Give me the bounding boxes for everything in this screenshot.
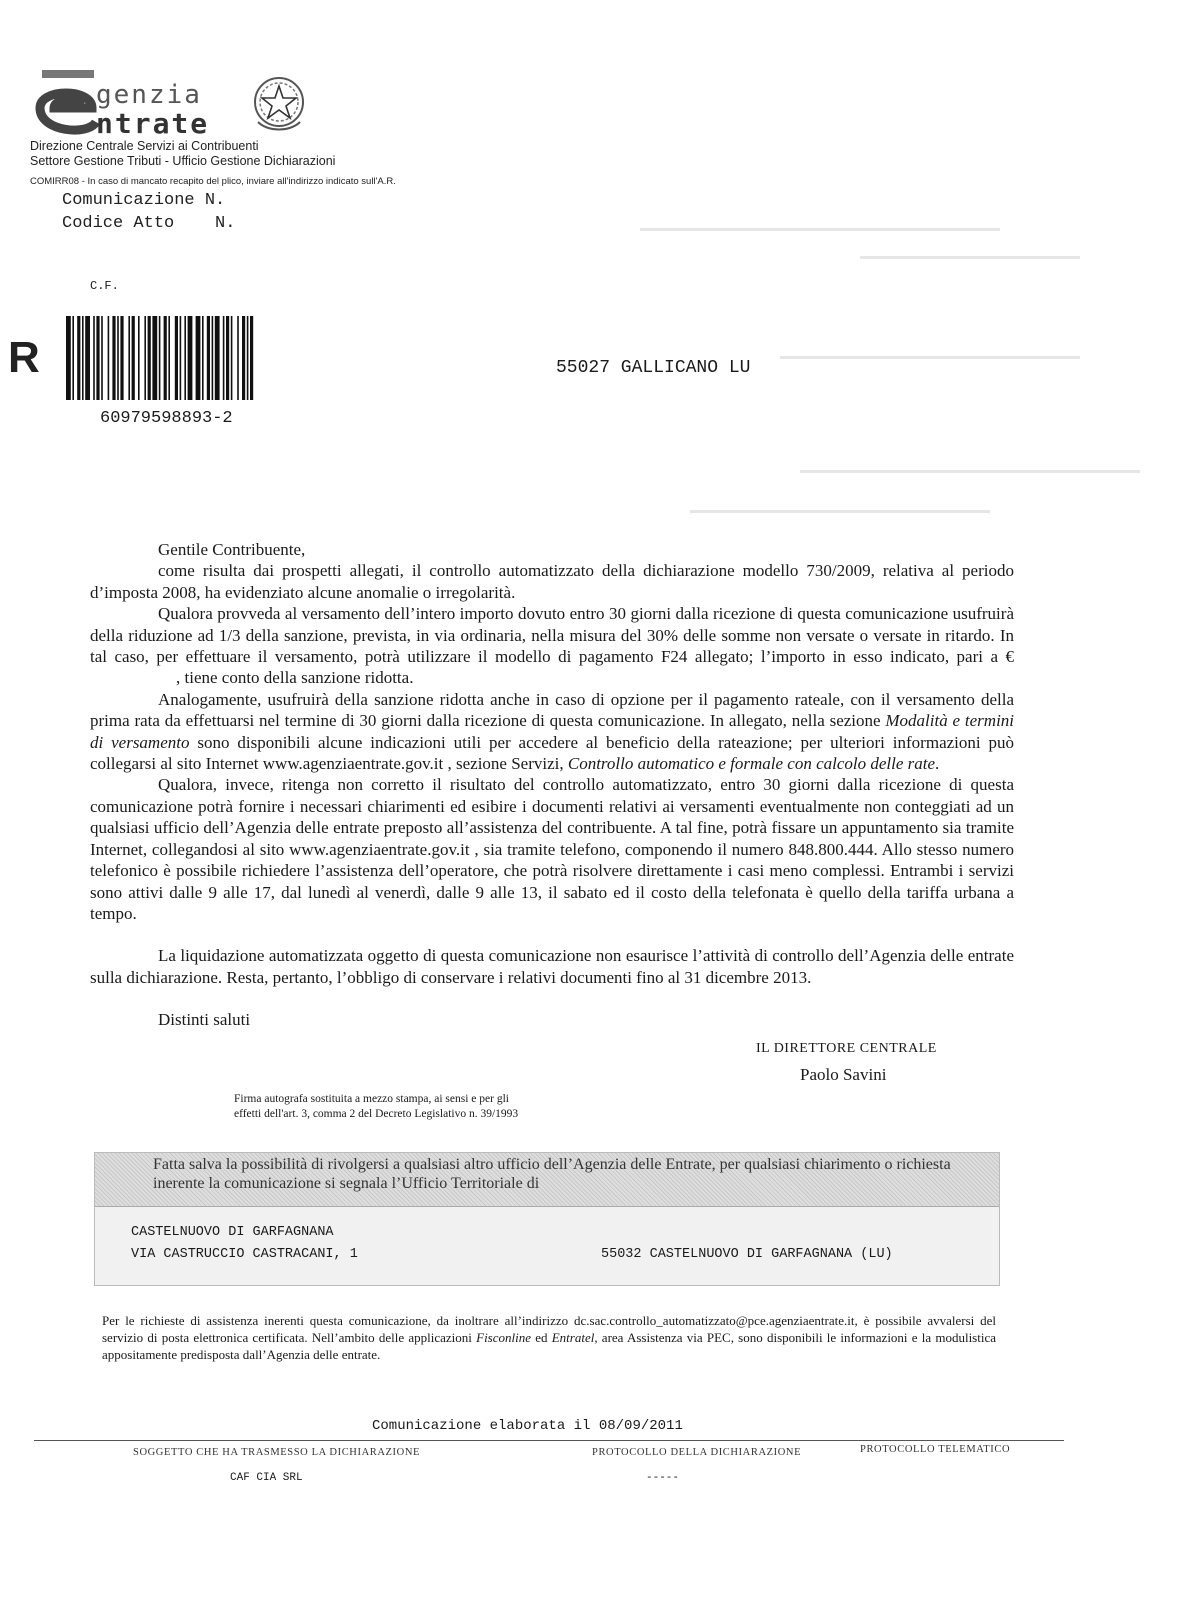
protocol-value: -----	[646, 1472, 680, 1484]
paragraph-2-end: , tiene conto della sanzione ridotta.	[176, 668, 414, 688]
paragraph-2-text: Qualora provveda al versamento dell’intero importo dovuto entro 30 giorni dalla ricezione di questa comunicazione usufruirà della riduzione ad 1/3 della sanzione, prevista, in via ordinaria, nella misura del 30% delle somme non versate o versate in ritardo. In tal caso, per effettuare il versamento, potrà utilizzare il modello di pagamento F24 allegato; l’importo in esso indicato, pari a €	[90, 604, 1014, 667]
salutation: Gentile Contribuente,	[158, 540, 306, 559]
return-note: COMIRR08 - In caso di mancato recapito del plico, inviare all'indirizzo indicato sull'A.R.	[30, 176, 396, 187]
entratel-name: Entratel	[551, 1330, 595, 1345]
submitter-value: CAF CIA SRL	[230, 1472, 303, 1484]
communication-number-label: Comunicazione N.	[62, 191, 226, 210]
paragraph-3-middle: sono disponibili alcune indicazioni utili per accedere al beneficio della rateazione; per ulteriori informazioni può collegarsi al sito Internet www.agenziaentrate.gov.it , sezione Servizi,	[90, 732, 1014, 774]
barcode-number: 60979598893-2	[100, 409, 233, 428]
agenzia-entrate-logo-mark	[30, 68, 104, 140]
paragraph-3-end: .	[935, 754, 940, 774]
signature-note-line: Firma autografa sostituita a mezzo stampa, ai sensi e per gli	[234, 1093, 509, 1105]
signature-legal-note	[234, 1092, 574, 1122]
show-through-mark	[640, 228, 1000, 231]
signatory-title: IL DIRETTORE CENTRALE	[756, 1041, 937, 1056]
show-through-mark	[690, 510, 990, 513]
show-through-mark	[780, 356, 1080, 359]
paragraph-4: Qualora, invece, ritenga non corretto il risultato del controllo automatizzato, entro 30 giorni dalla ricezione di questa comunicazione potrà fornire i necessari chiarimenti ed esibire i documenti relativi ai versamenti eventualmente non conteggiati ad un qualsiasi ufficio dell’Agenzia delle entrate preposto all’assistenza del contribuente. A tal fine, potrà fissare un appuntamento sia tramite Internet, collegandosi al sito www.agenziaentrate.gov.it , sia tramite telefono, componendo il numero 848.800.444. Allo stesso numero telefonico è possibile richiedere l’assistenza dell’operatore, che potrà risolvere direttamente i casi meno complessi. Entrambi i servizi sono attivi dalle 9 alle 17, dal lunedì al venerdì, dalle 9 alle 13, il sabato ed il costo della telefonata è quello della tariffa urbana a tempo.	[90, 775, 1014, 923]
logo-text-top: genzia	[96, 80, 202, 110]
paragraph-3-text: Analogamente, usufruirà della sanzione ridotta anche in caso di opzione per il pagamento rateale, con il versamento della prima rata da effettuarsi nel termine di 30 giorni dalla ricezione di questa comunicazione. In allegato, nella sezione	[90, 689, 1014, 731]
office-postal-code: 55032 CASTELNUOVO DI GARFAGNANA (LU)	[601, 1247, 893, 1262]
office-city: CASTELNUOVO DI GARFAGNANA	[131, 1225, 334, 1240]
pec-note-end: , area Assistenza via PEC, sono disponibili le informazioni e la modulistica appositamente predisposta dall’Agenzia delle entrate.	[102, 1330, 997, 1362]
paragraph-3	[90, 689, 1014, 775]
logo-text-bottom: ntrate	[96, 107, 210, 140]
paragraph-5: La liquidazione automatizzata oggetto di questa comunicazione non esaurisce l’attività di controllo dell’Agenzia delle entrate sulla dichiarazione. Resta, pertanto, l’obbligo di conservare i relativi documenti fino al 31 dicembre 2013.	[90, 946, 1014, 987]
show-through-mark	[800, 470, 1140, 473]
paragraph-2	[90, 603, 1014, 689]
footer-divider	[34, 1440, 1064, 1441]
elaboration-date: Comunicazione elaborata il 08/09/2011	[372, 1418, 683, 1434]
pec-note-mid: ed	[535, 1330, 548, 1345]
signature-note-line: effetti dell'art. 3, comma 2 del Decreto Legislativo n. 39/1993	[234, 1108, 519, 1120]
department-name: Direzione Centrale Servizi ai Contribuenti	[30, 139, 259, 153]
payment-section-name: Modalità e termini di versamento	[90, 711, 1015, 752]
recipient-address: 55027 GALLICANO LU	[556, 358, 751, 378]
office-street: VIA CASTRUCCIO CASTRACANI, 1	[131, 1247, 358, 1262]
closing: Distinti saluti	[158, 1010, 251, 1030]
republic-emblem-icon	[248, 72, 310, 138]
office-note: Fatta salva la possibilità di rivolgersi a qualsiasi altro ufficio dell’Agenzia delle Entrate, per qualsiasi chiarimento o richiesta inerente la comunicazione si segnala l’Ufficio Territoriale di	[95, 1153, 999, 1207]
office-name: Settore Gestione Tributi - Ufficio Gestione Dichiarazioni	[30, 154, 336, 168]
signatory-name: Paolo Savini	[800, 1065, 887, 1084]
act-code-label: Codice Atto N.	[62, 214, 236, 233]
paragraph-1: come risulta dai prospetti allegati, il controllo automatizzato della dichiarazione modello 730/2009, relativa al periodo d’imposta 2008, ha evidenziato alcune anomalie o irregolarità.	[90, 561, 1014, 602]
barcode	[66, 316, 254, 400]
fisconline-name: Fisconline	[476, 1330, 532, 1345]
letter-body	[90, 539, 1014, 1031]
pec-note-text: Per le richieste di assistenza inerenti questa comunicazione, da inoltrare all’indirizzo dc.sac.controllo_automatizzato@pce.agenziaentrate.it, è possibile avvalersi del servizio di posta elettronica certificata. Nell’ambito delle applicazioni	[102, 1313, 996, 1345]
tax-code-label: C.F.	[90, 279, 119, 293]
show-through-mark	[860, 256, 1080, 259]
registered-mail-mark: R	[8, 333, 40, 382]
footer-col-protocol: PROTOCOLLO DELLA DICHIARAZIONE	[592, 1447, 802, 1458]
pec-assistance-note	[102, 1312, 996, 1363]
office-info-box	[94, 1152, 1000, 1286]
service-section-name: Controllo automatico e formale con calcolo delle rate	[567, 754, 936, 774]
footer-col-telematic-protocol: PROTOCOLLO TELEMATICO	[860, 1444, 1011, 1455]
footer-col-submitter: SOGGETTO CHE HA TRASMESSO LA DICHIARAZIONE	[133, 1447, 421, 1458]
